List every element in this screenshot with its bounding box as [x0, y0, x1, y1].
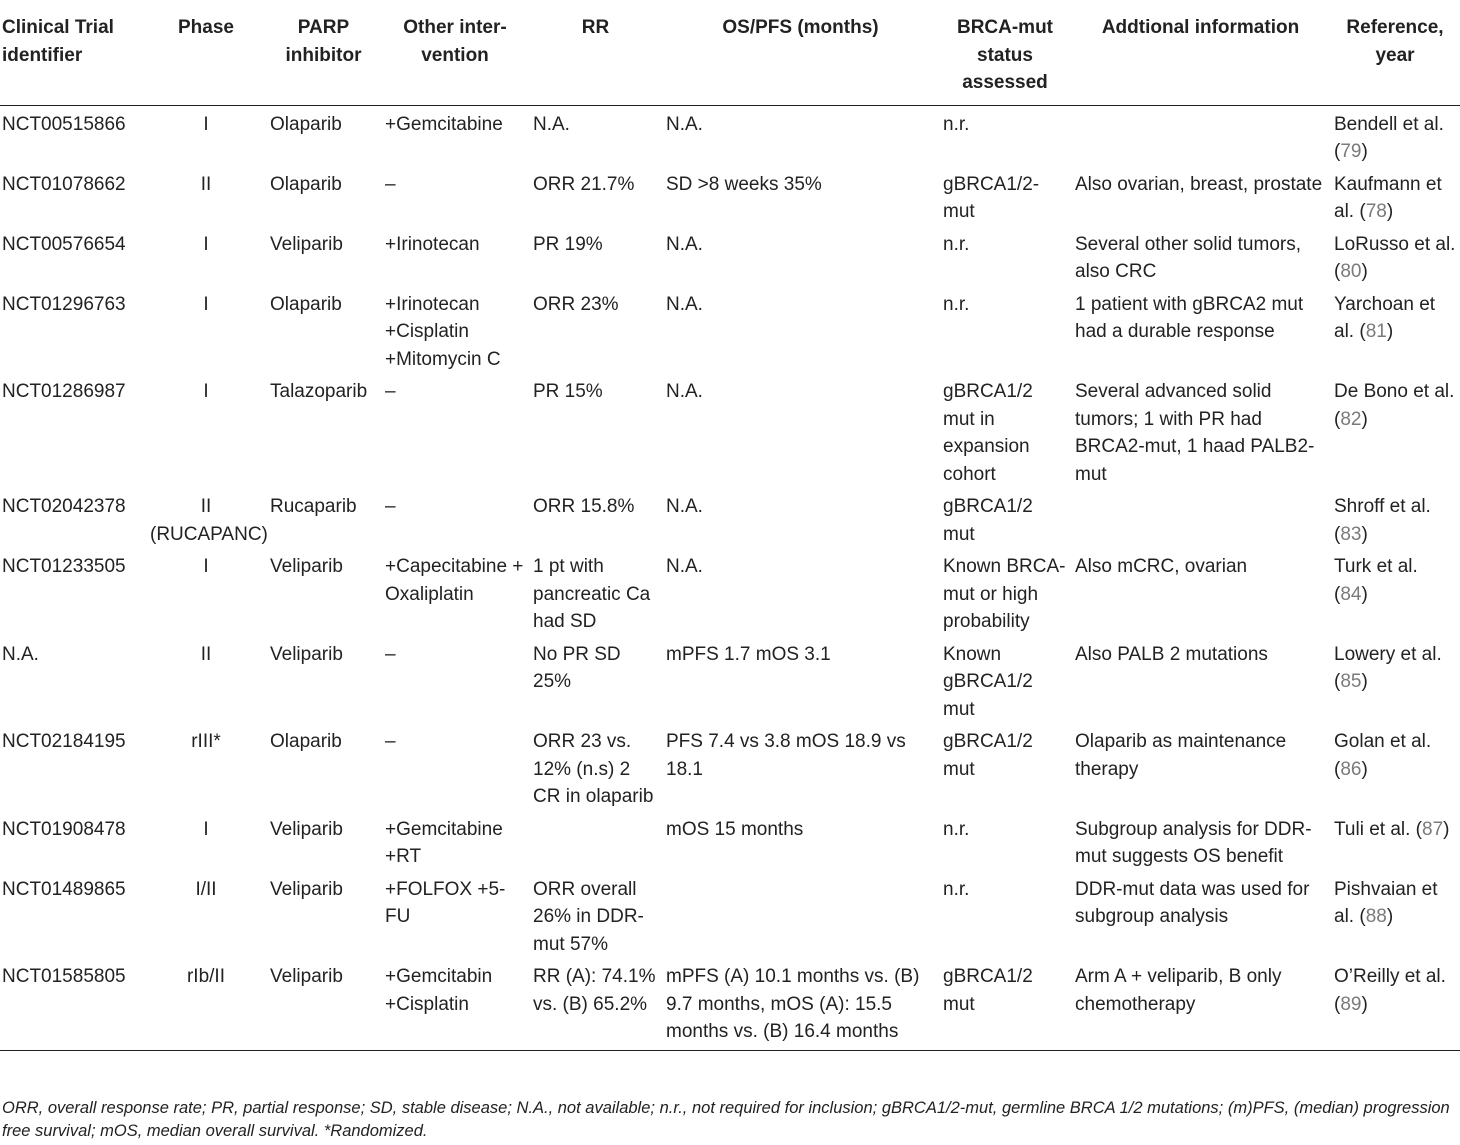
reference-close: )	[1361, 523, 1368, 545]
cell-brca-status: n.r.	[943, 233, 970, 255]
table-row	[0, 871, 1460, 959]
reference-number-link[interactable]: 87	[1422, 818, 1444, 840]
reference-text: O’Reilly et al. (	[1334, 966, 1446, 1015]
reference-close: )	[1361, 758, 1368, 780]
cell-identifier: NCT00576654	[2, 233, 126, 255]
cell-parp-inhibitor: Olaparib	[270, 731, 342, 752]
cell-other-intervention: +Gemcitabine	[385, 113, 503, 135]
header-brca: BRCA-mut status assessed	[939, 8, 1071, 105]
reference-number-link[interactable]: 85	[1340, 671, 1362, 692]
header-parp: PARP inhibitor	[266, 8, 381, 105]
table-row	[0, 958, 1460, 1050]
cell-phase: II	[200, 643, 212, 665]
cell-other-intervention: –	[385, 643, 396, 665]
reference-text: Golan et al. (	[1334, 731, 1432, 780]
cell-identifier: NCT01489865	[2, 878, 126, 900]
cell-reference	[1330, 105, 1460, 166]
reference-number-link[interactable]: 83	[1340, 523, 1362, 545]
reference-close: )	[1443, 818, 1450, 840]
reference-close: )	[1361, 583, 1368, 605]
cell-os-pfs: mPFS (A) 10.1 months vs. (B) 9.7 months, mOS (A): 15.5 months vs. (B) 16.4 months	[662, 958, 939, 1050]
reference-close: )	[1361, 141, 1368, 162]
cell-identifier: NCT01233505	[2, 556, 126, 577]
cell-identifier: NCT01286987	[2, 381, 126, 402]
cell-reference	[1330, 723, 1460, 811]
cell-brca-status: gBRCA1/2 mut	[943, 496, 1033, 545]
header-phase: Phase	[146, 8, 266, 105]
cell-rr	[529, 811, 662, 871]
cell-parp-inhibitor: Veliparib	[270, 818, 343, 840]
cell-identifier: NCT02042378	[2, 496, 126, 517]
cell-phase: I	[203, 113, 209, 135]
reference-close: )	[1386, 321, 1394, 342]
cell-additional-info: DDR-mut data was used for subgroup analysis	[1075, 878, 1310, 927]
cell-brca-status: gBRCA1/2 mut	[939, 958, 1071, 1050]
cell-rr: ORR 23 vs. 12% (n.s) 2 CR in olaparib	[533, 731, 654, 807]
reference-close: )	[1361, 671, 1368, 692]
table-footnote: ORR, overall response rate; PR, partial response; SD, stable disease; N.A., not available; n.r., not required for inclusion; gBRCA1/2-mut, germline BRCA 1/2 mutations; (m)PFS, (median) progression free survival; mOS, median overall survival. *Randomized.	[2, 1099, 1450, 1140]
cell-rr: ORR 21.7%	[533, 173, 635, 195]
cell-rr: ORR overall 26% in DDR-mut 57%	[533, 878, 644, 955]
cell-identifier: NCT00515866	[2, 113, 126, 135]
cell-os-pfs: PFS 7.4 vs 3.8 mOS 18.9 vs 18.1	[666, 731, 906, 780]
cell-brca-status: n.r.	[943, 818, 970, 840]
reference-close: )	[1361, 261, 1368, 282]
header-ref: Reference, year	[1330, 8, 1460, 105]
header-os: OS/PFS (months)	[662, 8, 939, 105]
reference-close: )	[1361, 408, 1368, 430]
cell-other-intervention: +Capecitabine + Oxaliplatin	[385, 556, 524, 605]
cell-other-intervention: –	[385, 381, 396, 402]
cell-brca-status: n.r.	[943, 293, 970, 315]
cell-rr: RR (A): 74.1% vs. (B) 65.2%	[529, 958, 662, 1050]
cell-os-pfs: N.A.	[666, 381, 703, 402]
cell-phase: I	[203, 293, 209, 315]
cell-phase: rIb/II	[146, 958, 266, 1050]
cell-parp-inhibitor: Veliparib	[270, 233, 343, 255]
cell-reference	[1330, 811, 1460, 871]
reference-text: Bendell et al. (	[1334, 113, 1444, 162]
cell-os-pfs: N.A.	[666, 113, 703, 135]
cell-parp-inhibitor: Olaparib	[270, 113, 342, 135]
cell-identifier: N.A.	[2, 643, 39, 665]
cell-additional-info: Olaparib as maintenance therapy	[1075, 731, 1287, 780]
cell-os-pfs: N.A.	[666, 496, 703, 517]
cell-os-pfs: mPFS 1.7 mOS 3.1	[666, 643, 831, 665]
cell-rr: N.A.	[533, 113, 570, 135]
cell-brca-status: n.r.	[943, 878, 970, 900]
cell-identifier: NCT01078662	[2, 173, 126, 195]
cell-identifier: NCT01585805	[0, 958, 146, 1050]
cell-other-intervention: +FOLFOX +5-FU	[385, 878, 506, 927]
cell-rr: PR 15%	[533, 381, 603, 402]
cell-identifier: NCT02184195	[2, 731, 126, 752]
cell-reference	[1330, 488, 1460, 548]
reference-number-link[interactable]: 88	[1365, 906, 1387, 927]
cell-phase: I	[203, 818, 209, 840]
cell-brca-status: gBRCA1/2 mut in expansion cohort	[943, 381, 1033, 485]
header-rr: RR	[529, 8, 662, 105]
cell-identifier: NCT01908478	[2, 818, 126, 840]
cell-additional-info: Several advanced solid tumors; 1 with PR had BRCA2-mut, 1 haad PALB2-mut	[1075, 381, 1315, 485]
cell-parp-inhibitor: Veliparib	[270, 556, 343, 577]
reference-close: )	[1361, 993, 1368, 1015]
reference-text: Lowery et al. (	[1334, 643, 1442, 692]
cell-reference	[1330, 373, 1460, 488]
header-info: Addtional information	[1071, 8, 1330, 105]
cell-reference	[1330, 636, 1460, 724]
cell-os-pfs	[662, 871, 939, 959]
header-other: Other inter-vention	[381, 8, 529, 105]
cell-brca-status: gBRCA1/2 mut	[943, 731, 1033, 780]
reference-close: )	[1386, 906, 1394, 927]
cell-reference	[1330, 166, 1460, 226]
cell-phase: rIII*	[191, 731, 221, 752]
cell-reference	[1330, 958, 1460, 1050]
cell-parp-inhibitor: Veliparib	[266, 958, 381, 1050]
cell-rr: No PR SD 25%	[533, 643, 621, 692]
cell-rr: 1 pt with pancreatic Ca had SD	[533, 556, 651, 632]
clinical-trials-table	[0, 8, 1460, 1051]
cell-os-pfs: N.A.	[666, 293, 703, 315]
cell-additional-info: Subgroup analysis for DDR-mut suggests OS benefit	[1075, 818, 1312, 867]
cell-brca-status: gBRCA1/2-mut	[943, 173, 1040, 222]
cell-phase: I/II	[195, 878, 217, 900]
cell-additional-info	[1071, 488, 1330, 548]
cell-brca-status: Known BRCA-mut or high probability	[943, 556, 1066, 632]
cell-additional-info: 1 patient with gBRCA2 mut had a durable response	[1075, 293, 1304, 342]
cell-os-pfs: SD >8 weeks 35%	[666, 173, 822, 195]
cell-additional-info: Arm A + veliparib, B only chemotherapy	[1071, 958, 1330, 1050]
cell-rr: PR 19%	[533, 233, 603, 255]
cell-phase: I	[203, 233, 209, 255]
cell-reference	[1330, 548, 1460, 636]
table-row	[0, 105, 1460, 166]
cell-parp-inhibitor: Veliparib	[270, 878, 343, 900]
table-row	[0, 226, 1460, 286]
reference-text: Yarchoan et al. (	[1334, 293, 1436, 342]
reference-number-link[interactable]: 79	[1340, 141, 1362, 162]
table-row	[0, 286, 1460, 374]
cell-additional-info	[1071, 105, 1330, 166]
header-row	[0, 8, 1460, 105]
cell-reference	[1330, 871, 1460, 959]
reference-number-link[interactable]: 82	[1340, 408, 1362, 430]
cell-phase: II	[200, 173, 212, 195]
table-row	[0, 811, 1460, 871]
cell-os-pfs: mOS 15 months	[666, 818, 804, 840]
cell-reference	[1330, 286, 1460, 374]
table-row	[0, 488, 1460, 548]
reference-text: De Bono et al. (	[1334, 381, 1455, 430]
cell-reference	[1330, 226, 1460, 286]
reference-text: LoRusso et al. (	[1334, 233, 1456, 282]
cell-phase: I	[203, 556, 209, 577]
cell-additional-info: Also PALB 2 mutations	[1075, 643, 1268, 665]
reference-close: )	[1386, 201, 1394, 222]
table-row	[0, 723, 1460, 811]
header-identifier: Clinical Trial identifier	[0, 8, 146, 105]
cell-brca-status: n.r.	[943, 113, 970, 135]
cell-additional-info: Also ovarian, breast, prostate	[1075, 173, 1323, 195]
reference-number-link[interactable]: 78	[1365, 201, 1387, 222]
cell-parp-inhibitor: Rucaparib	[270, 496, 357, 517]
cell-parp-inhibitor: Olaparib	[270, 293, 342, 315]
cell-other-intervention: +Irinotecan +Cisplatin +Mitomycin C	[385, 293, 501, 370]
cell-parp-inhibitor: Veliparib	[270, 643, 343, 665]
cell-other-intervention: +Irinotecan	[385, 233, 480, 255]
cell-rr: ORR 23%	[533, 293, 619, 315]
table-row	[0, 166, 1460, 226]
cell-brca-status: Known gBRCA1/2 mut	[943, 643, 1033, 720]
cell-additional-info: Also mCRC, ovarian	[1075, 556, 1248, 577]
cell-identifier: NCT01296763	[2, 293, 126, 315]
cell-rr: ORR 15.8%	[533, 496, 635, 517]
reference-number-link[interactable]: 80	[1340, 261, 1362, 282]
cell-parp-inhibitor: Talazoparib	[270, 381, 368, 402]
cell-parp-inhibitor: Olaparib	[270, 173, 342, 195]
reference-number-link[interactable]: 86	[1340, 758, 1362, 780]
cell-phase: I	[203, 381, 209, 402]
table-body	[0, 105, 1460, 1050]
cell-os-pfs: N.A.	[666, 556, 703, 577]
reference-text: Pishvaian et al. (	[1334, 878, 1438, 927]
reference-text: Tuli et al. (	[1334, 818, 1422, 840]
reference-number-link[interactable]: 84	[1340, 583, 1362, 605]
table-row	[0, 373, 1460, 488]
cell-other-intervention: +Gemcitabine +RT	[385, 818, 503, 867]
reference-text: Shroff et al. (	[1334, 496, 1431, 545]
table-row	[0, 548, 1460, 636]
reference-number-link[interactable]: 81	[1365, 321, 1387, 342]
cell-other-intervention: –	[385, 173, 396, 195]
cell-other-intervention: –	[385, 496, 396, 517]
cell-other-intervention: +Gemcitabin +Cisplatin	[381, 958, 529, 1050]
cell-additional-info: Several other solid tumors, also CRC	[1075, 233, 1301, 282]
cell-phase: II (RUCAPANC)	[150, 496, 268, 545]
cell-os-pfs: N.A.	[666, 233, 703, 255]
cell-other-intervention: –	[385, 731, 396, 752]
table-row	[0, 636, 1460, 724]
reference-number-link[interactable]: 89	[1340, 993, 1362, 1015]
reference-text: Turk et al. (	[1334, 556, 1418, 605]
reference-text: Kaufmann et al. (	[1334, 173, 1442, 222]
